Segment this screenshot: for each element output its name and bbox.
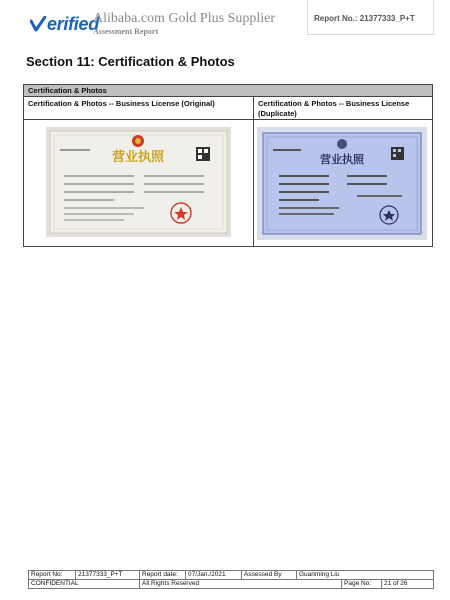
footer-page-value: 21 of 26 [381,580,433,588]
verified-check-icon [30,16,46,32]
original-license-cell [24,97,254,246]
duplicate-license-cell [254,97,432,246]
footer-report-date-label: Report date: [139,571,185,579]
footer-assessed-by-label: Assessed By [241,571,296,579]
report-number-box [307,0,434,35]
footer-report-date-value: 07/Jan./2021 [185,571,241,579]
certification-table [23,84,433,247]
footer-rights: All Rights Reserved [139,580,341,588]
footer-report-no-value: 21377333_P+T [75,571,139,579]
section-title: Section 11: Certification & Photos [26,54,235,69]
caption-divider [254,119,432,120]
caption-divider [24,119,253,120]
business-license-duplicate-photo [257,127,427,240]
footer-confidential: CONFIDENTIAL [31,580,79,587]
logo-text: erified [47,13,99,34]
duplicate-license-caption: Certification & Photos -- Business License (Duplicate) [258,99,410,118]
page-header [0,0,450,50]
page-footer [28,570,434,590]
footer-row [28,579,434,589]
report-number: Report No.: 21377333_P+T [314,14,415,23]
table-header-label: Certification & Photos [28,86,107,95]
header-subtitle: Assessment Report [93,27,159,36]
footer-page-label: Page No: [341,580,381,588]
footer-report-no-label: Report No: [31,571,63,578]
license-title: 营业执照 [111,150,165,165]
original-license-caption: Certification & Photos -- Business License (Original) [28,99,215,108]
table-header [24,85,432,97]
header-title: Alibaba.com Gold Plus Supplier [93,11,275,26]
verified-logo [30,12,99,36]
license-title: 营业执照 [320,153,364,166]
business-license-original-photo [46,127,231,237]
footer-assessed-by-value: Guanming Liu [296,571,433,579]
